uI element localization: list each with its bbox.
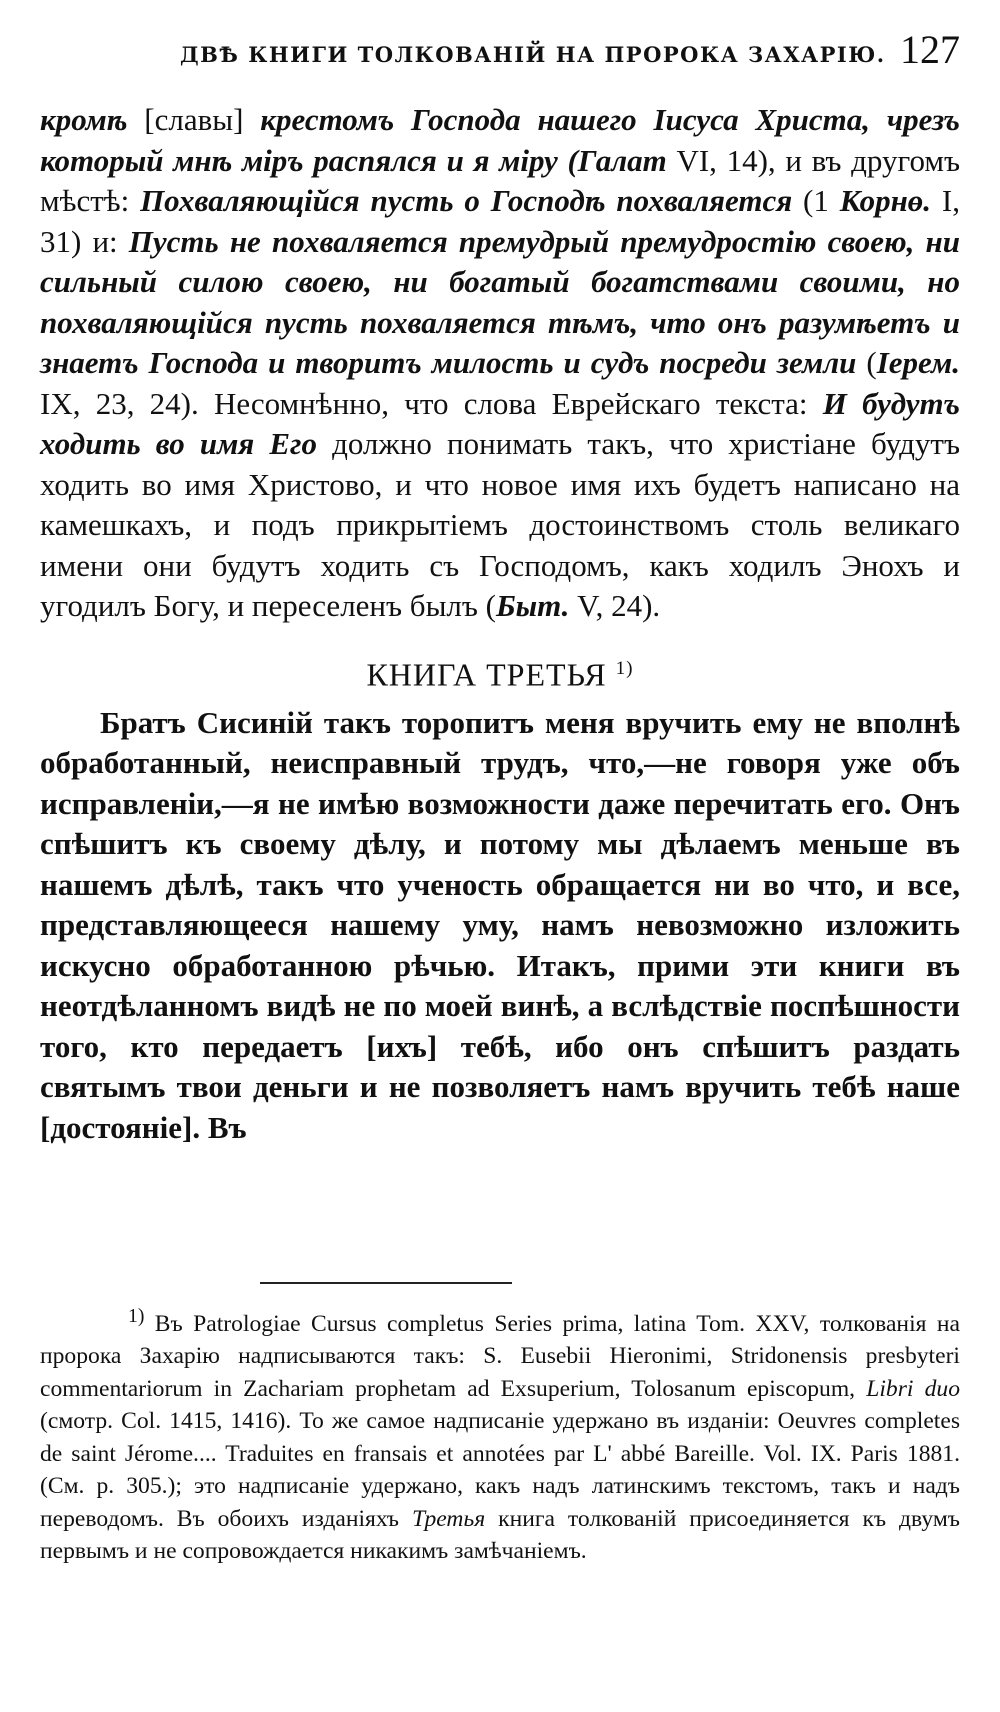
footnote-divider	[260, 1282, 512, 1284]
page-header	[0, 27, 1000, 90]
emphasis-run: Libri duo	[866, 1375, 961, 1402]
emphasis-run: Пусть не похваляется премудрый премудростію своею, ни сильный силою своею, ни богатый богатствами своими, но похваляющійся пусть похваляется тѣмъ, что онъ разумѣетъ и знаетъ Господа и творитъ милость и судъ посреди земли	[40, 223, 960, 380]
emphasis-run: кромѣ	[40, 102, 128, 137]
text-run: VI, 14), и въ другомъ мѣстѣ:	[40, 142, 960, 218]
text-run: (	[856, 345, 877, 380]
paragraph-book-three: Братъ Сисиній такъ торопитъ меня вручить ему не вполнѣ обработанный, неисправный трудъ, что,—не говоря уже объ исправленіи,—я не имѣю возможности даже перечитать его. Онъ спѣшитъ къ своему дѣлу, и потому мы дѣлаемъ меньше въ нашемъ дѣлѣ, такъ что ученость обращается ни во что, и все, представляющееся нашему уму, намъ невозможно изложить искусно обработанною рѣчью. Итакъ, прими эти книги въ неотдѣланномъ видѣ не по моей винѣ, а вслѣдствіе поспѣшности того, кто передаетъ [ихъ] тебѣ, ибо онъ спѣшитъ раздать святымъ твои деньги и не позволяетъ намъ вручить тебѣ наше [достояніе]. Въ	[40, 704, 960, 1145]
text-run: Въ Patrologiae Cursus completus Series prima, latina Tom. XXV, толкованія на пророка Захарію надписываются такъ: S. Eusebii Hieronimi, Stridonensis presbyteri commentariorum in Zachariam prophetam ad Exsuperium, Tolosanum episcopum,	[40, 1310, 960, 1402]
page-number: 127	[900, 27, 960, 72]
emphasis-run: Быт.	[495, 588, 570, 623]
section-title	[40, 649, 960, 695]
text-run: должно понимать такъ, что христіане будутъ ходить во имя Христово, и что новое имя ихъ будетъ написано на камешкахъ, и подъ прикрытіемъ достоинствомъ столь великаго имени они будутъ ходить съ Господомъ, какъ ходилъ Энохъ и угодилъ Богу, и переселенъ былъ (	[40, 426, 960, 623]
main-text	[40, 100, 960, 1148]
text-run: IX, 23, 24). Несомнѣнно, что слова Еврейскаго текста:	[40, 385, 823, 421]
running-title: ДВѢ КНИГИ ТОЛКОВАНІЙ НА ПРОРОКА ЗАХАРІЮ.	[180, 42, 886, 67]
emphasis-run: Третья	[411, 1505, 486, 1532]
text-run: (смотр. Col. 1415, 1416). То же самое надписаніе удержано въ изданіи: Oeuvres completes de saint Jérome.... Traduites en fransais et annotées par L' abbé Bareille. Vol. IX. Paris 1881. (См. p. 305.); это надписаніе удержано, какъ надъ латинскимъ текстомъ, такъ и надъ переводомъ. Въ обоихъ изданіяхъ	[40, 1408, 960, 1532]
text-run: [славы]	[127, 102, 261, 137]
emphasis-run: крестомъ Господа нашего Іисуса Христа, чрезъ который мнѣ міръ распялся и я міру (Галат	[40, 102, 960, 178]
text-run: (1	[792, 183, 840, 218]
footnote-mark: 1)	[128, 1305, 145, 1327]
emphasis-run: Корнө.	[839, 183, 932, 218]
footnote-reference: 1)	[615, 657, 634, 679]
paragraph-continued	[40, 100, 960, 627]
footnote	[40, 1300, 960, 1568]
emphasis-run: И будутъ ходить во имя Его	[40, 385, 960, 461]
emphasis-run: Похваляющійся пусть о Господѣ похваляется	[140, 183, 793, 218]
text-run: I, 31) и:	[40, 183, 960, 259]
emphasis-run: Iерем.	[876, 345, 961, 380]
text-run: книга толкованій присоединяется къ двумъ первымъ и не сопровождается никакимъ замѣчаніемъ.	[40, 1505, 960, 1565]
text-run: V, 24).	[569, 588, 661, 623]
section-title-text: КНИГА ТРЕТЬЯ	[366, 656, 607, 693]
